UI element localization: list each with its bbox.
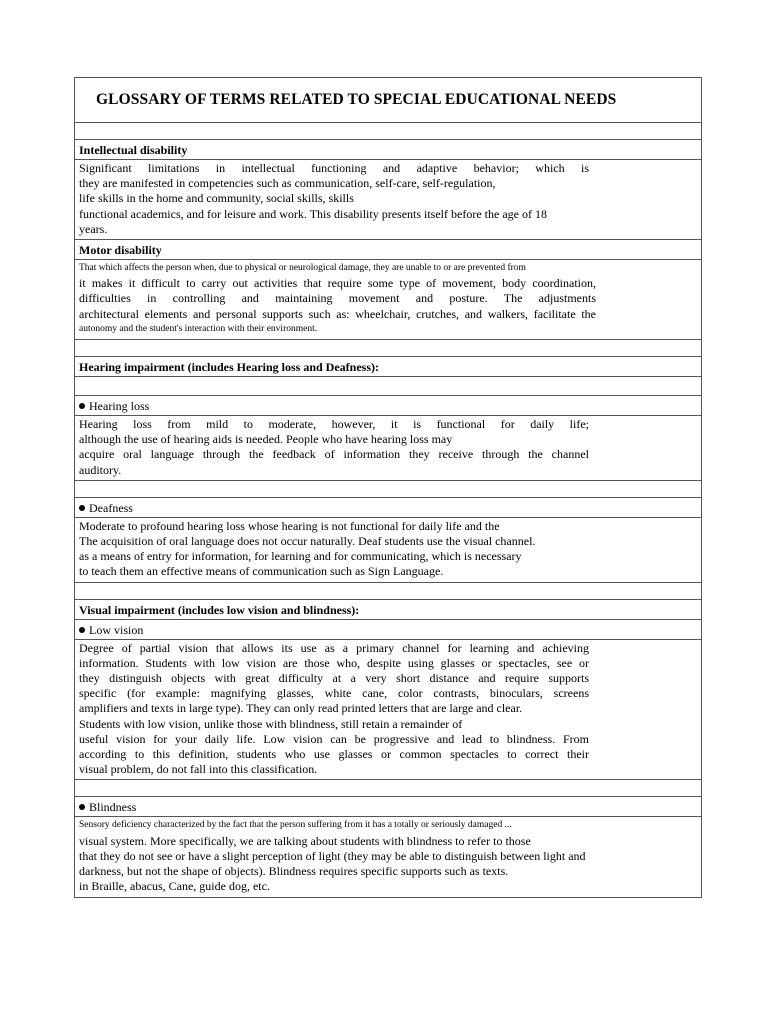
subterm-low-vision [75,620,701,640]
glossary-table [74,77,702,898]
bullet-icon [79,403,85,409]
definition-line: darkness, but not the shape of objects). Blindness requires specific supports such as texts. [79,864,509,879]
definition-line: acquire oral language through the feedback of information they receive through the channel [79,447,589,462]
definition-line: auditory. [79,462,122,477]
definition-line: although the use of hearing aids is needed. People who have hearing loss may [79,432,453,447]
term-heading-hearing: Hearing impairment (includes Hearing loss and Deafness): [75,357,701,377]
definition-line: it makes it difficult to carry out activities that require some type of movement, body coordination, [79,276,596,291]
definition-line: useful vision for your daily life. Low vision can be progressive and lead to blindness. From [79,731,589,746]
definition-line: as a means of entry for information, for learning and for communicating, which is necessary [79,549,522,564]
definition-motor [75,260,701,340]
term-heading-motor: Motor disability [75,240,701,260]
definition-line: they are manifested in competencies such as communication, self-care, self-regulation, [79,176,496,191]
spacer-row [75,340,701,357]
definition-line: they distinguish objects with great difficulty at a very short distance and require supports [79,671,589,686]
definition-line: Degree of partial vision that allows its use as a primary channel for learning and achieving [79,640,589,655]
definition-line: information. Students with low vision are those who, despite using glasses or spectacles, see or [79,655,589,670]
definition-line: that they do not see or have a slight perception of light (they may be able to distinguish between light and [79,848,586,863]
subterm-label: Blindness [89,800,137,815]
subterm-label: Low vision [89,622,144,637]
definition-blindness [75,817,701,897]
subterm-blindness [75,797,701,817]
definition-line: specific (for example: magnifying glasses, white cane, color contrasts, binoculars, screens [79,686,589,701]
definition-line: difficulties in controlling and maintaining movement and posture. The adjustments [79,291,596,306]
definition-line: functional academics, and for leisure and work. This disability presents itself before the age of 18 [79,206,547,221]
definition-line: to teach them an effective means of communication such as Sign Language. [79,564,444,579]
bullet-icon [79,804,85,810]
definition-line: Sensory deficiency characterized by the fact that the person suffering from it has a totally or seriously damaged ... [79,820,512,831]
bullet-icon [79,627,85,633]
definition-line: Significant limitations in intellectual functioning and adaptive behavior; which is [79,161,589,175]
definition-line: visual problem, do not fall into this classification. [79,762,318,777]
subterm-label: Deafness [89,500,133,515]
term-heading-visual: Visual impairment (includes low vision and blindness): [75,600,701,620]
document-title: GLOSSARY OF TERMS RELATED TO SPECIAL EDUCATIONAL NEEDS [96,91,617,108]
definition-line: architectural elements and personal supports such as: wheelchair, crutches, and walkers, facilitate the [79,306,596,321]
title-row [75,78,701,123]
spacer-row [75,481,701,498]
definition-line: Students with low vision, unlike those with blindness, still retain a remainder of [79,716,463,731]
definition-line: according to this definition, students who use glasses or common spectacles to correct their [79,747,589,762]
spacer-row [75,377,701,396]
definition-line: Hearing loss from mild to moderate, however, it is functional for daily life; [79,417,589,432]
subterm-label: Hearing loss [89,399,150,414]
spacer-row [75,123,701,140]
definition-line: autonomy and the student's interaction with their environment. [79,323,318,334]
definition-line: Moderate to profound hearing loss whose hearing is not functional for daily life and the [79,518,500,533]
definition-line: life skills in the home and community, social skills, skills [79,191,354,206]
definition-line: That which affects the person when, due to physical or neurological damage, they are unable to or are prevented from [79,263,526,274]
definition-line: years. [79,221,108,236]
definition-line: The acquisition of oral language does not occur naturally. Deaf students use the visual channel. [79,534,536,549]
spacer-row [75,583,701,600]
definition-line: visual system. More specifically, we are talking about students with blindness to refer to those [79,833,531,848]
definition-low-vision [75,640,701,781]
definition-deafness [75,518,701,583]
definition-hearing-loss [75,416,701,481]
subterm-deafness [75,498,701,518]
subterm-hearing-loss [75,396,701,416]
definition-line: amplifiers and texts in large type). They can only read printed letters that are large and clear. [79,701,523,716]
bullet-icon [79,505,85,511]
definition-line: in Braille, abacus, Cane, guide dog, etc. [79,879,270,894]
definition-intellectual [75,160,701,240]
spacer-row [75,780,701,797]
term-heading-intellectual: Intellectual disability [75,140,701,160]
